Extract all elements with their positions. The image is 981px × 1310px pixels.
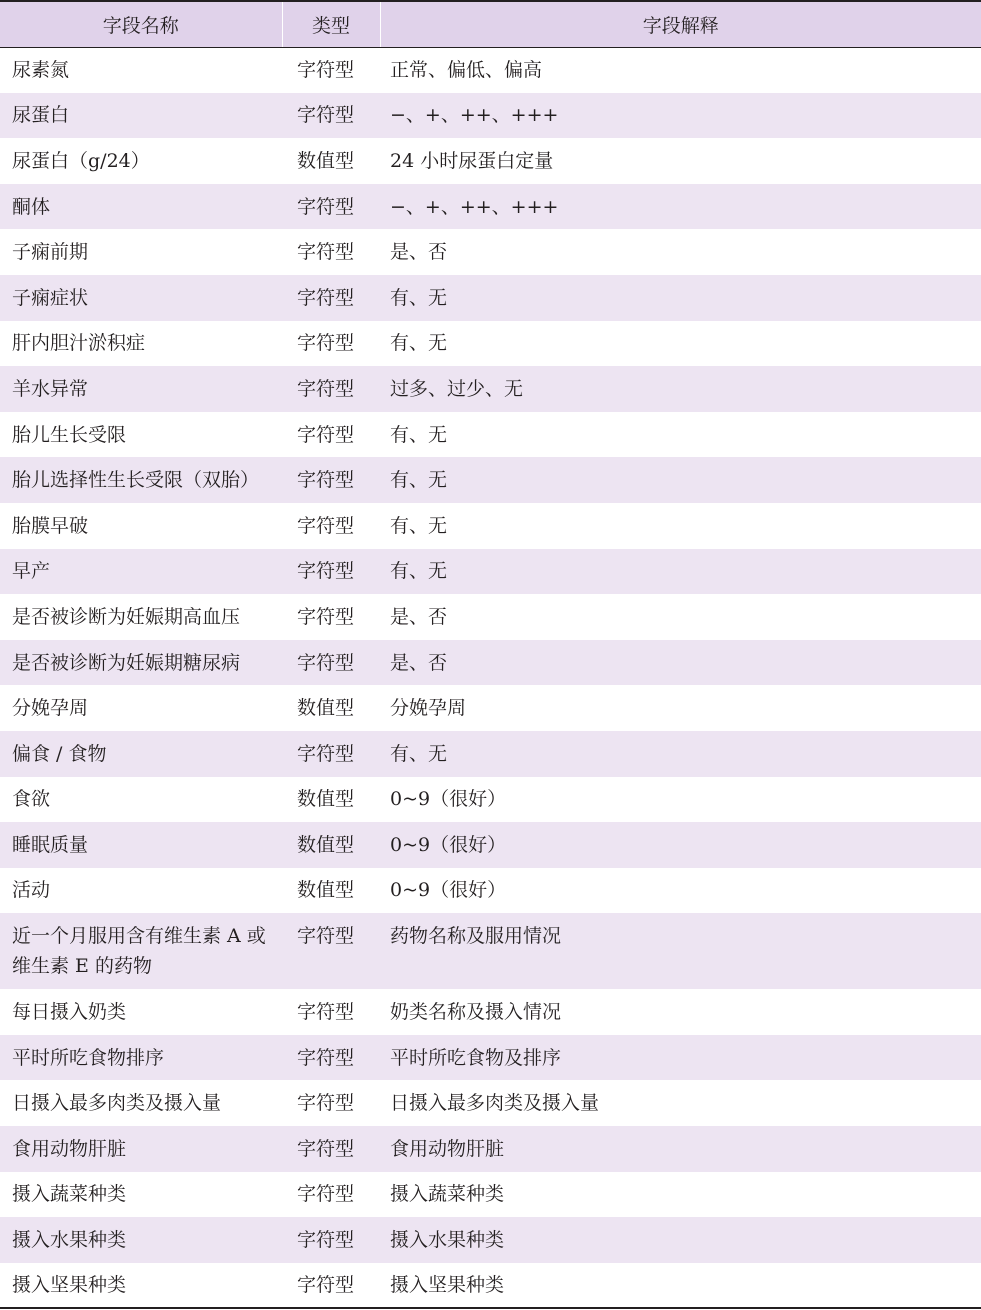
table-row: [0, 138, 981, 184]
table-row: [0, 1126, 981, 1172]
table-row: [0, 1080, 981, 1126]
table-row: [0, 777, 981, 823]
cell-description: 是、否: [390, 651, 448, 674]
cell-field-name: 近一个月服用含有维生素 A 或维生素 E 的药物: [12, 925, 266, 978]
cell-description: 有、无: [390, 514, 448, 537]
cell-description: 药物名称及服用情况: [390, 925, 562, 948]
cell-type: 字符型: [297, 286, 355, 309]
cell-description: 是、否: [390, 241, 448, 264]
cell-field-name: 子痫前期: [12, 241, 89, 264]
table-header: [0, 1, 981, 47]
cell-type: 字符型: [297, 332, 355, 355]
cell-type: 字符型: [297, 1137, 355, 1160]
cell-description: 有、无: [390, 286, 448, 309]
cell-type: 字符型: [297, 605, 355, 628]
table-row: [0, 1172, 981, 1218]
cell-description: 摄入坚果种类: [380, 1263, 981, 1309]
cell-field-name: 羊水异常: [12, 377, 89, 400]
table-row: [0, 503, 981, 549]
cell-type: 数值型: [297, 788, 355, 811]
cell-field-name: 尿素氮: [12, 59, 70, 82]
cell-field-name: 摄入坚果种类: [0, 1263, 282, 1309]
cell-type: 字符型: [297, 1001, 355, 1024]
cell-description: 摄入蔬菜种类: [390, 1183, 505, 1206]
cell-type: 字符型: [297, 469, 355, 492]
cell-description: 0~9（很好）: [390, 833, 507, 856]
cell-field-name: 日摄入最多肉类及摄入量: [12, 1092, 222, 1115]
cell-type: 字符型: [297, 195, 355, 218]
cell-field-name: 偏食 / 食物: [12, 742, 107, 765]
cell-field-name: 胎儿生长受限: [12, 423, 127, 446]
table-row: [0, 184, 981, 230]
cell-field-name: 食用动物肝脏: [12, 1137, 127, 1160]
cell-description: 有、无: [390, 742, 448, 765]
cell-description: 正常、偏低、偏高: [390, 59, 543, 82]
cell-field-name: 子痫症状: [12, 286, 89, 309]
cell-field-name: 摄入蔬菜种类: [12, 1183, 127, 1206]
cell-field-name: 酮体: [12, 195, 51, 218]
cell-type: 字符型: [297, 1183, 355, 1206]
table-row: [0, 412, 981, 458]
table-row: [0, 913, 981, 989]
cell-description: 平时所吃食物及排序: [390, 1046, 562, 1069]
cell-type: 字符型: [297, 104, 355, 127]
cell-type: 字符型: [297, 1092, 355, 1115]
cell-field-name: 每日摄入奶类: [12, 1001, 127, 1024]
table-row: [0, 229, 981, 275]
cell-description: 分娩孕周: [390, 697, 467, 720]
cell-description: −、+、++、+++: [390, 104, 559, 127]
cell-field-name: 早产: [12, 560, 51, 583]
table-body: [0, 47, 981, 1308]
cell-type: 字符型: [282, 1263, 380, 1309]
table-row: [0, 1263, 981, 1309]
table-row: [0, 868, 981, 914]
cell-type: 数值型: [297, 149, 355, 172]
cell-type: 数值型: [297, 833, 355, 856]
cell-description: 有、无: [390, 469, 448, 492]
cell-field-name: 是否被诊断为妊娠期糖尿病: [12, 651, 241, 674]
cell-field-name: 胎儿选择性生长受限（双胎）: [12, 469, 260, 492]
header-type: 类型: [282, 1, 380, 47]
header-field-name: 字段名称: [0, 1, 282, 47]
table-row: [0, 685, 981, 731]
cell-description: 摄入水果种类: [390, 1229, 505, 1252]
cell-type: 字符型: [297, 925, 355, 948]
cell-description: 日摄入最多肉类及摄入量: [390, 1092, 600, 1115]
cell-description: 24 小时尿蛋白定量: [390, 149, 554, 172]
cell-description: 食用动物肝脏: [390, 1137, 505, 1160]
table-row: [0, 1217, 981, 1263]
cell-field-name: 尿蛋白（g/24）: [12, 149, 150, 172]
cell-field-name: 肝内胆汁淤积症: [12, 332, 146, 355]
cell-description: 过多、过少、无: [390, 377, 524, 400]
cell-field-name: 分娩孕周: [12, 697, 89, 720]
cell-field-name: 摄入水果种类: [12, 1229, 127, 1252]
table-row: [0, 93, 981, 139]
table-row: [0, 989, 981, 1035]
cell-field-name: 平时所吃食物排序: [12, 1046, 165, 1069]
table-row: [0, 549, 981, 595]
table-row: [0, 594, 981, 640]
table-row: [0, 1035, 981, 1081]
cell-field-name: 是否被诊断为妊娠期高血压: [12, 605, 241, 628]
cell-description: 有、无: [390, 423, 448, 446]
cell-field-name: 胎膜早破: [12, 514, 89, 537]
table-row: [0, 731, 981, 777]
cell-field-name: 尿蛋白: [12, 104, 70, 127]
cell-field-name: 活动: [12, 879, 51, 902]
cell-type: 数值型: [297, 879, 355, 902]
cell-type: 字符型: [297, 651, 355, 674]
cell-type: 字符型: [297, 423, 355, 446]
cell-description: −、+、++、+++: [390, 195, 559, 218]
cell-type: 字符型: [297, 377, 355, 400]
table-row: [0, 321, 981, 367]
cell-description: 有、无: [390, 560, 448, 583]
header-row: [0, 1, 981, 47]
cell-type: 字符型: [297, 1229, 355, 1252]
cell-type: 字符型: [297, 742, 355, 765]
cell-type: 字符型: [297, 59, 355, 82]
cell-type: 字符型: [297, 560, 355, 583]
header-field-description: 字段解释: [380, 1, 981, 47]
table-row: [0, 275, 981, 321]
cell-type: 字符型: [297, 514, 355, 537]
table-row: [0, 47, 981, 93]
cell-description: 是、否: [390, 605, 448, 628]
cell-description: 有、无: [390, 332, 448, 355]
table-row: [0, 366, 981, 412]
cell-field-name: 睡眠质量: [12, 833, 89, 856]
cell-type: 数值型: [297, 697, 355, 720]
cell-field-name: 食欲: [12, 788, 51, 811]
cell-description: 0~9（很好）: [390, 788, 507, 811]
cell-type: 字符型: [297, 1046, 355, 1069]
cell-type: 字符型: [297, 241, 355, 264]
cell-description: 奶类名称及摄入情况: [390, 1001, 562, 1024]
table-row: [0, 640, 981, 686]
table-row: [0, 457, 981, 503]
table-row: [0, 822, 981, 868]
cell-description: 0~9（很好）: [390, 879, 507, 902]
